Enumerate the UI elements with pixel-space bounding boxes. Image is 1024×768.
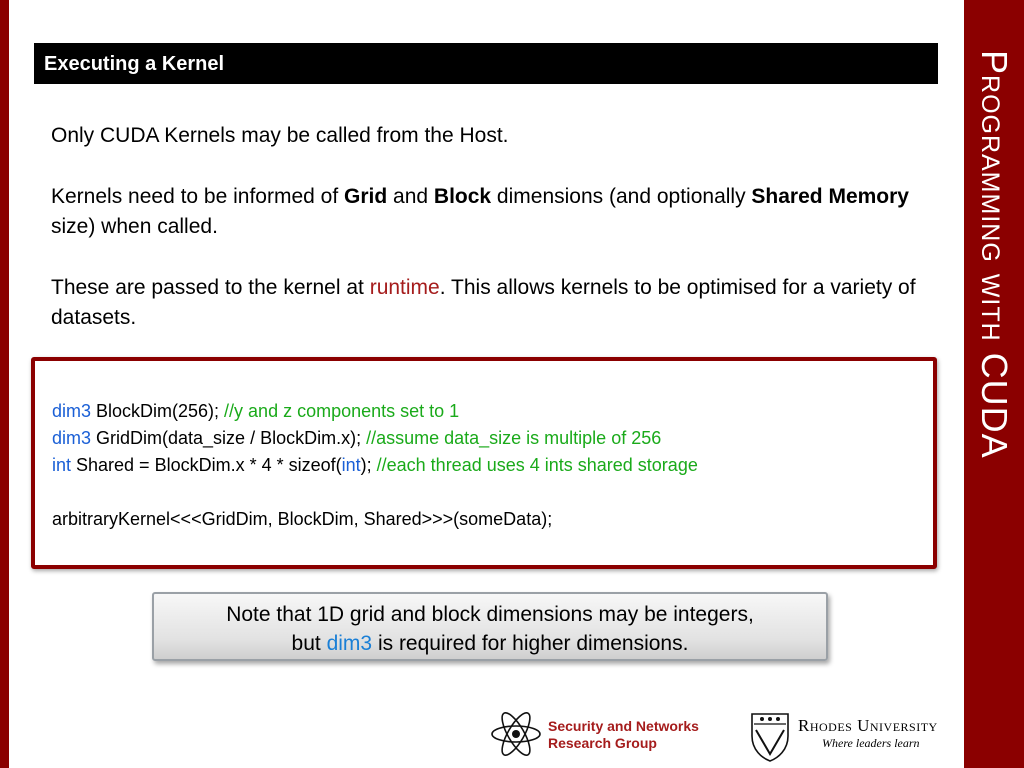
snrg-line-2: Research Group: [548, 735, 657, 751]
paragraph-1: [51, 121, 931, 151]
code-comment: //each thread uses 4 ints shared storage: [376, 455, 698, 475]
code-box: [31, 357, 937, 569]
paragraph-2-text-and: and: [387, 185, 434, 208]
note-line-2: [154, 629, 826, 658]
note-text-a: but: [291, 632, 327, 655]
code-keyword: int: [341, 455, 361, 475]
term-grid: Grid: [344, 185, 388, 208]
code-line-1: [52, 398, 698, 425]
code-blank-line: [52, 479, 698, 506]
snrg-logo-text: [548, 718, 699, 752]
paragraph-2-text-a: Kernels need to be informed of: [51, 185, 345, 208]
left-border-bar: [0, 0, 9, 768]
code-text: BlockDim(256);: [91, 401, 225, 421]
slide-title-bar: [34, 43, 938, 84]
code-line-3: [52, 452, 698, 479]
code-comment: //y and z components set to 1: [224, 401, 460, 421]
paragraph-2: [51, 182, 931, 242]
term-runtime: runtime: [369, 276, 440, 299]
term-shared-memory: Shared Memory: [751, 185, 909, 208]
code-text: Shared = BlockDim.x * 4 * sizeof(: [71, 455, 342, 475]
code-text: );: [360, 455, 377, 475]
code-keyword: int: [52, 455, 72, 475]
code-keyword: dim3: [52, 401, 92, 421]
term-block: Block: [433, 185, 492, 208]
code-text: GridDim(data_size / BlockDim.x);: [91, 428, 367, 448]
note-text-b: is required for higher dimensions.: [372, 632, 689, 655]
note-line-1: Note that 1D grid and block dimensions may be integers,: [226, 603, 754, 626]
slide-title: Executing a Kernel: [44, 53, 225, 75]
paragraph-2-text-c: size) when called.: [51, 215, 218, 238]
note-keyword: dim3: [326, 632, 373, 655]
snrg-line-1: Security and Networks: [548, 718, 699, 734]
side-title: Programming with CUDA: [974, 50, 1015, 459]
paragraph-3: [51, 273, 931, 333]
rhodes-university-name: Rhodes University: [798, 716, 938, 735]
paragraph-1-text: Only CUDA Kernels may be called from the Host.: [51, 124, 509, 147]
code-keyword: dim3: [52, 428, 92, 448]
paragraph-2-text-b: dimensions (and optionally: [491, 185, 752, 208]
code-comment: //assume data_size is multiple of 256: [366, 428, 662, 448]
code-text: arbitraryKernel<<<GridDim, BlockDim, Shared>>>(someData);: [52, 509, 553, 529]
code-block: [52, 398, 698, 533]
paragraph-3-text-b: . This allows kernels to be optimised for a variety of datasets.: [51, 276, 916, 329]
note-box: [152, 592, 828, 661]
slide-body: [51, 121, 931, 364]
code-line-2: [52, 425, 698, 452]
code-line-4: [52, 506, 698, 533]
paragraph-3-text-a: These are passed to the kernel at: [51, 276, 370, 299]
rhodes-university-motto: Where leaders learn: [822, 736, 920, 750]
